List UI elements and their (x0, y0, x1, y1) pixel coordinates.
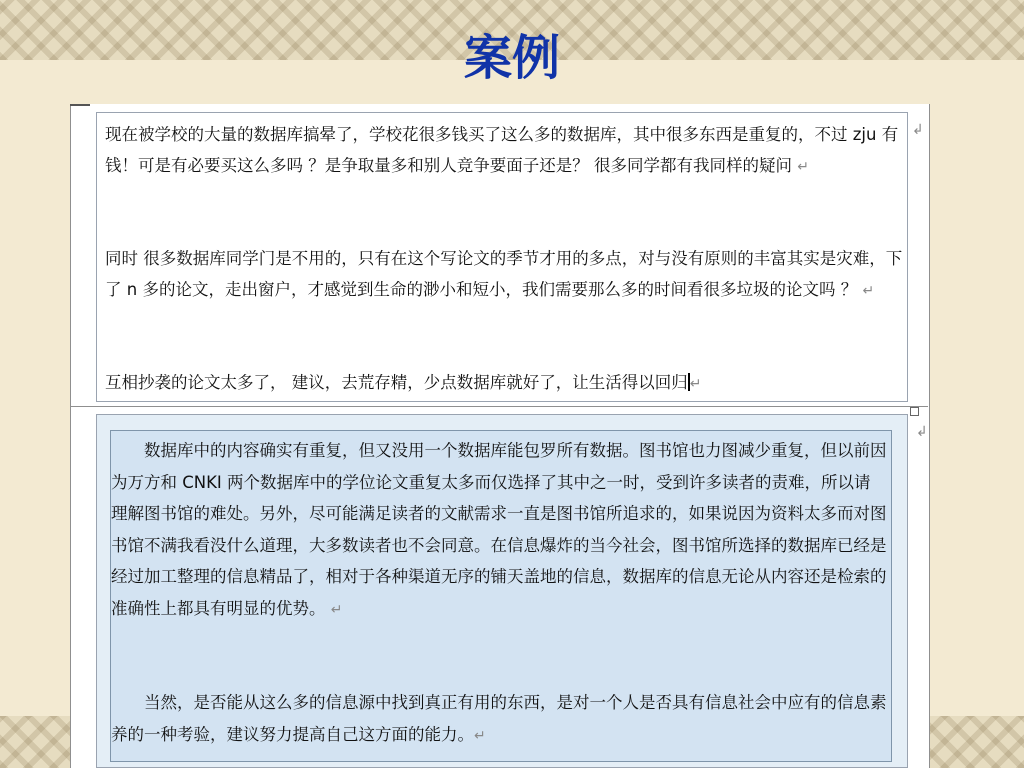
paragraph-mark-icon: ↵ (797, 159, 809, 175)
table-resize-handle[interactable] (910, 407, 919, 416)
reply-paragraph-2: 当然，是否能从这么多的信息源中找到真正有用的东西，是对一个人是否具有信息社会中应有的信息素养的一种考验，建议努力提高自己这方面的能力。↵ (111, 693, 887, 744)
paragraph-mark-icon: ↵ (862, 283, 875, 299)
paragraph-mark-icon: ↵ (474, 727, 486, 744)
paragraph-mark-icon: ↵ (330, 601, 343, 618)
table-separator (70, 406, 928, 407)
paragraph-mark-icon: ↵ (689, 376, 702, 392)
row-end-mark-icon: ↲ (912, 122, 924, 138)
forum-post-box (96, 112, 908, 402)
table-corner-marker (70, 104, 90, 106)
library-reply-box (110, 430, 892, 762)
slide-title: 案例 (463, 30, 560, 86)
post-paragraph-1: 现在被学校的大量的数据库搞晕了，学校花很多钱买了这么多的数据库，其中很多东西是重复的，不过 zju 有钱！可是有必要买这么多吗 ？是争取量多和别人竞争要面子还是？ 很多同学都有我同样的疑问 ↵ (105, 125, 899, 175)
post-paragraph-2: 同时 很多数据库同学门是不用的，只有在这个写论文的季节才用的多点，对与没有原则的丰富其实是灾难，下了 n 多的论文，走出窗户，才感觉到生命的渺小和短小，我们需要那么多的时间看很多垃圾的论文吗 ？ ↵ (105, 249, 903, 299)
reply-paragraph-1: 数据库中的内容确实有重复，但又没用一个数据库能包罗所有数据。图书馆也力图减少重复，但以前因为万方和 CNKI 两个数据库中的学位论文重复太多而仅选择了其中之一时，受到许多读者的责难，所以请理解图书馆的难处。另外，尽可能满足读者的文献需求一直是图书馆所追求的，如果说因为资料太多而对图书馆不满我看没什么道理，大多数读者也不会同意。在信息爆炸的当今社会，图书馆所选择的数据库已经是经过加工整理的信息精品了，相对于各种渠道无序的铺天盖地的信息，数据库的信息无论从内容还是检索的准确性上都具有明显的优势。 ↵ (111, 441, 887, 618)
row-end-mark-icon: ↲ (916, 424, 928, 440)
post-paragraph-3: 互相抄袭的论文太多了， 建议，去荒存精，少点数据库就好了，让生活得以回归 ↵ (105, 373, 702, 392)
